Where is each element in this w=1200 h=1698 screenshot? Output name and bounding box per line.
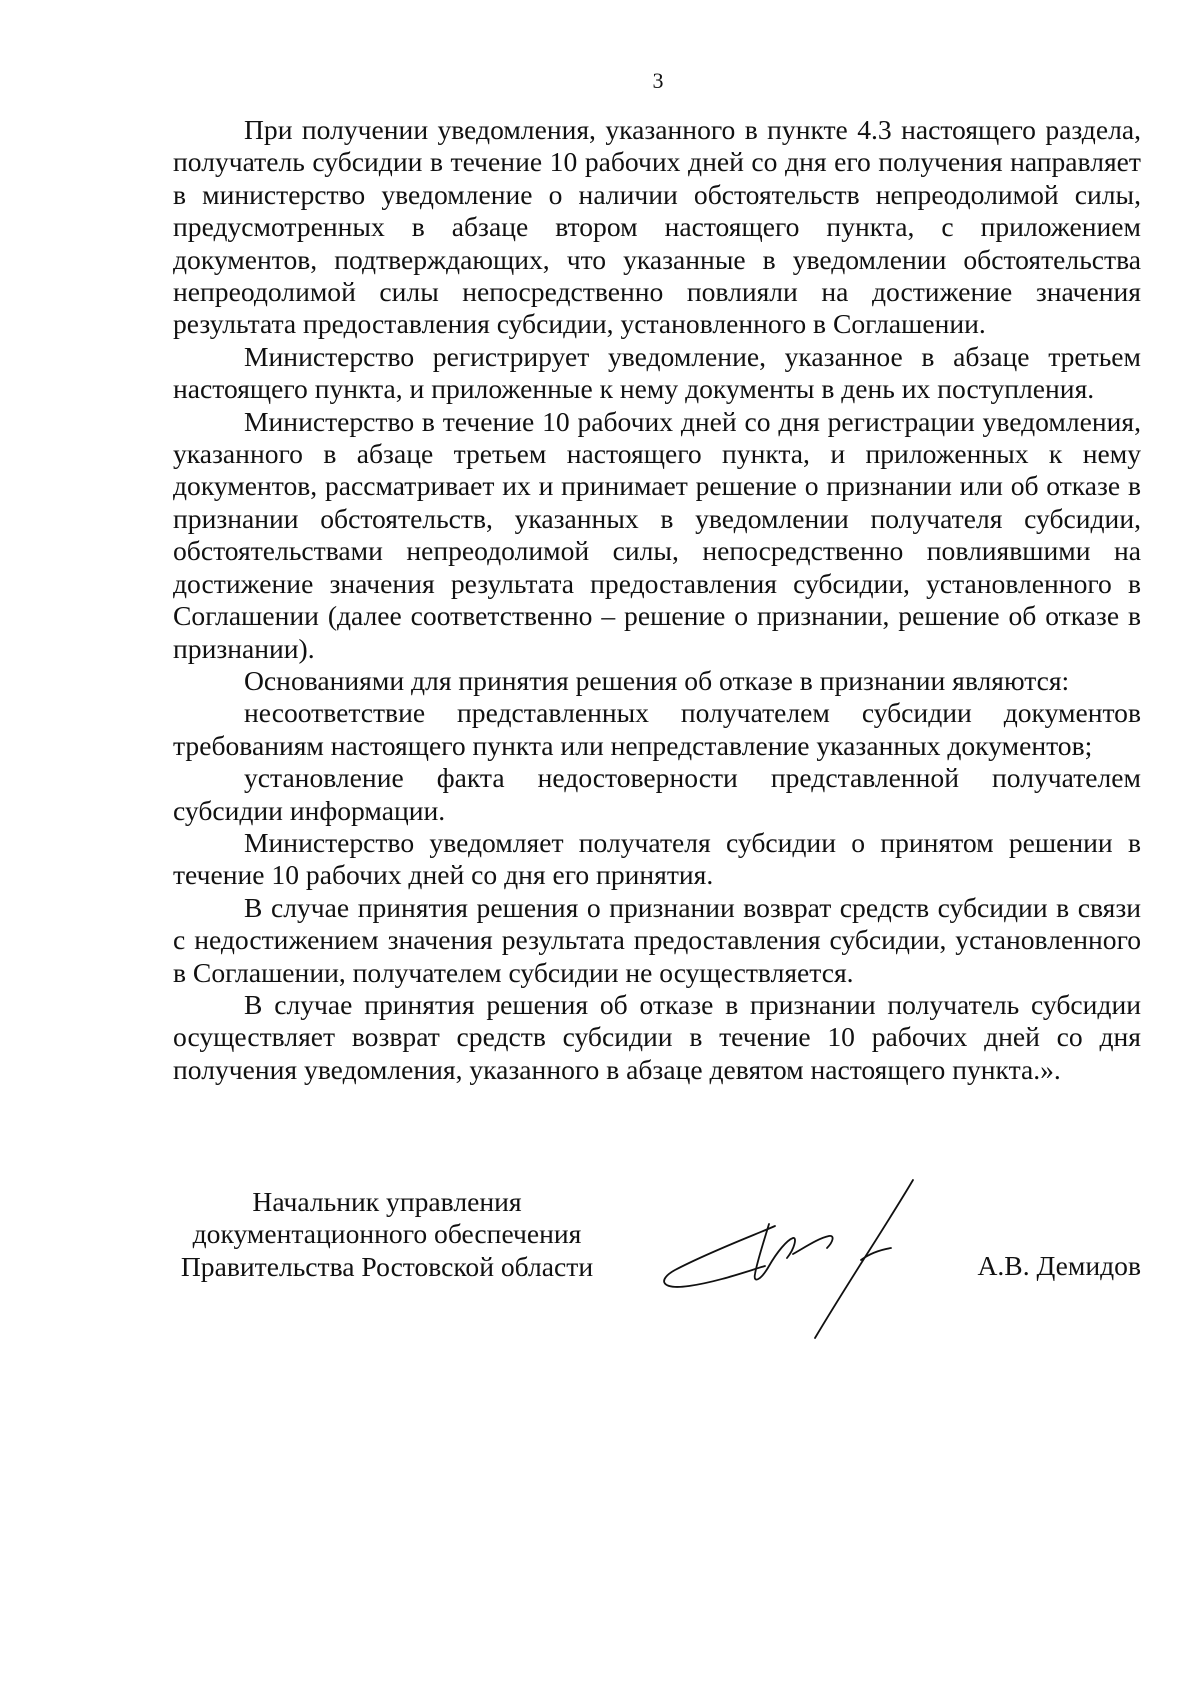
paragraph: Министерство регистрирует уведомление, указанное в абзаце третьем настоящего пункта, и приложенные к нему документы в день их поступления. [173,340,1141,405]
paragraph: несоответствие представленных получателем субсидии документов требованиям настоящего пункта или непредставление указанных документов; [173,697,1141,761]
signer-position-line: Правительства Ростовской области [180,1250,594,1282]
signature-block [173,1186,1141,1346]
handwritten-signature [647,1174,937,1344]
paragraph: При получении уведомления, указанного в пункте 4.3 настоящего раздела, получатель субсидии в течение 10 рабочих дней со дня его получения направляет в министерство уведомление о наличии обстоятельств непреодолимой силы, предусмотренных в абзаце втором настоящего пункта, с приложением документов, подтверждающих, что указанные в уведомлении обстоятельства непреодолимой силы непосредственно повлияли на достижение значения результата предоставления субсидии, установленного в Соглашении. [173,114,1141,340]
signer-position-line: Начальник управления [252,1186,522,1217]
paragraph: В случае принятия решения об отказе в признании получатель субсидии осуществляет возврат средств субсидии в течение 10 рабочих дней со дня получения уведомления, указанного в абзаце девятом настоящего пункта.». [173,988,1141,1085]
paragraph: В случае принятия решения о признании возврат средств субсидии в связи с недостижением значения результата предоставления субсидии, установленного в Соглашении, получателем субсидии не осуществляется. [173,891,1141,988]
signer-position [173,1186,601,1283]
page-number: 3 [652,68,664,93]
paragraph: установление факта недостоверности представленной получателем субсидии информации. [173,762,1141,826]
paragraph: Министерство уведомляет получателя субсидии о принятом решении в течение 10 рабочих дней со дня его принятия. [173,826,1141,891]
document-body [173,114,1141,1086]
signer-name: А.В. Демидов [977,1250,1141,1281]
paragraph: Основаниями для принятия решения об отказе в признании являются: [244,664,1070,696]
paragraph: Министерство в течение 10 рабочих дней со дня регистрации уведомления, указанного в абзаце третьем настоящего пункта, и приложенных к нему документов, рассматривает их и принимает решение о признании или об отказе в признании обстоятельств, указанных в уведомлении получателя субсидии, обстоятельствами непреодолимой силы, непосредственно повлиявшими на достижение значения результата предоставления субсидии, установленного в Соглашении (далее соответственно – решение о признании, решение об отказе в признании). [173,405,1141,664]
signer-position-line: документационного обеспечения [192,1218,582,1250]
